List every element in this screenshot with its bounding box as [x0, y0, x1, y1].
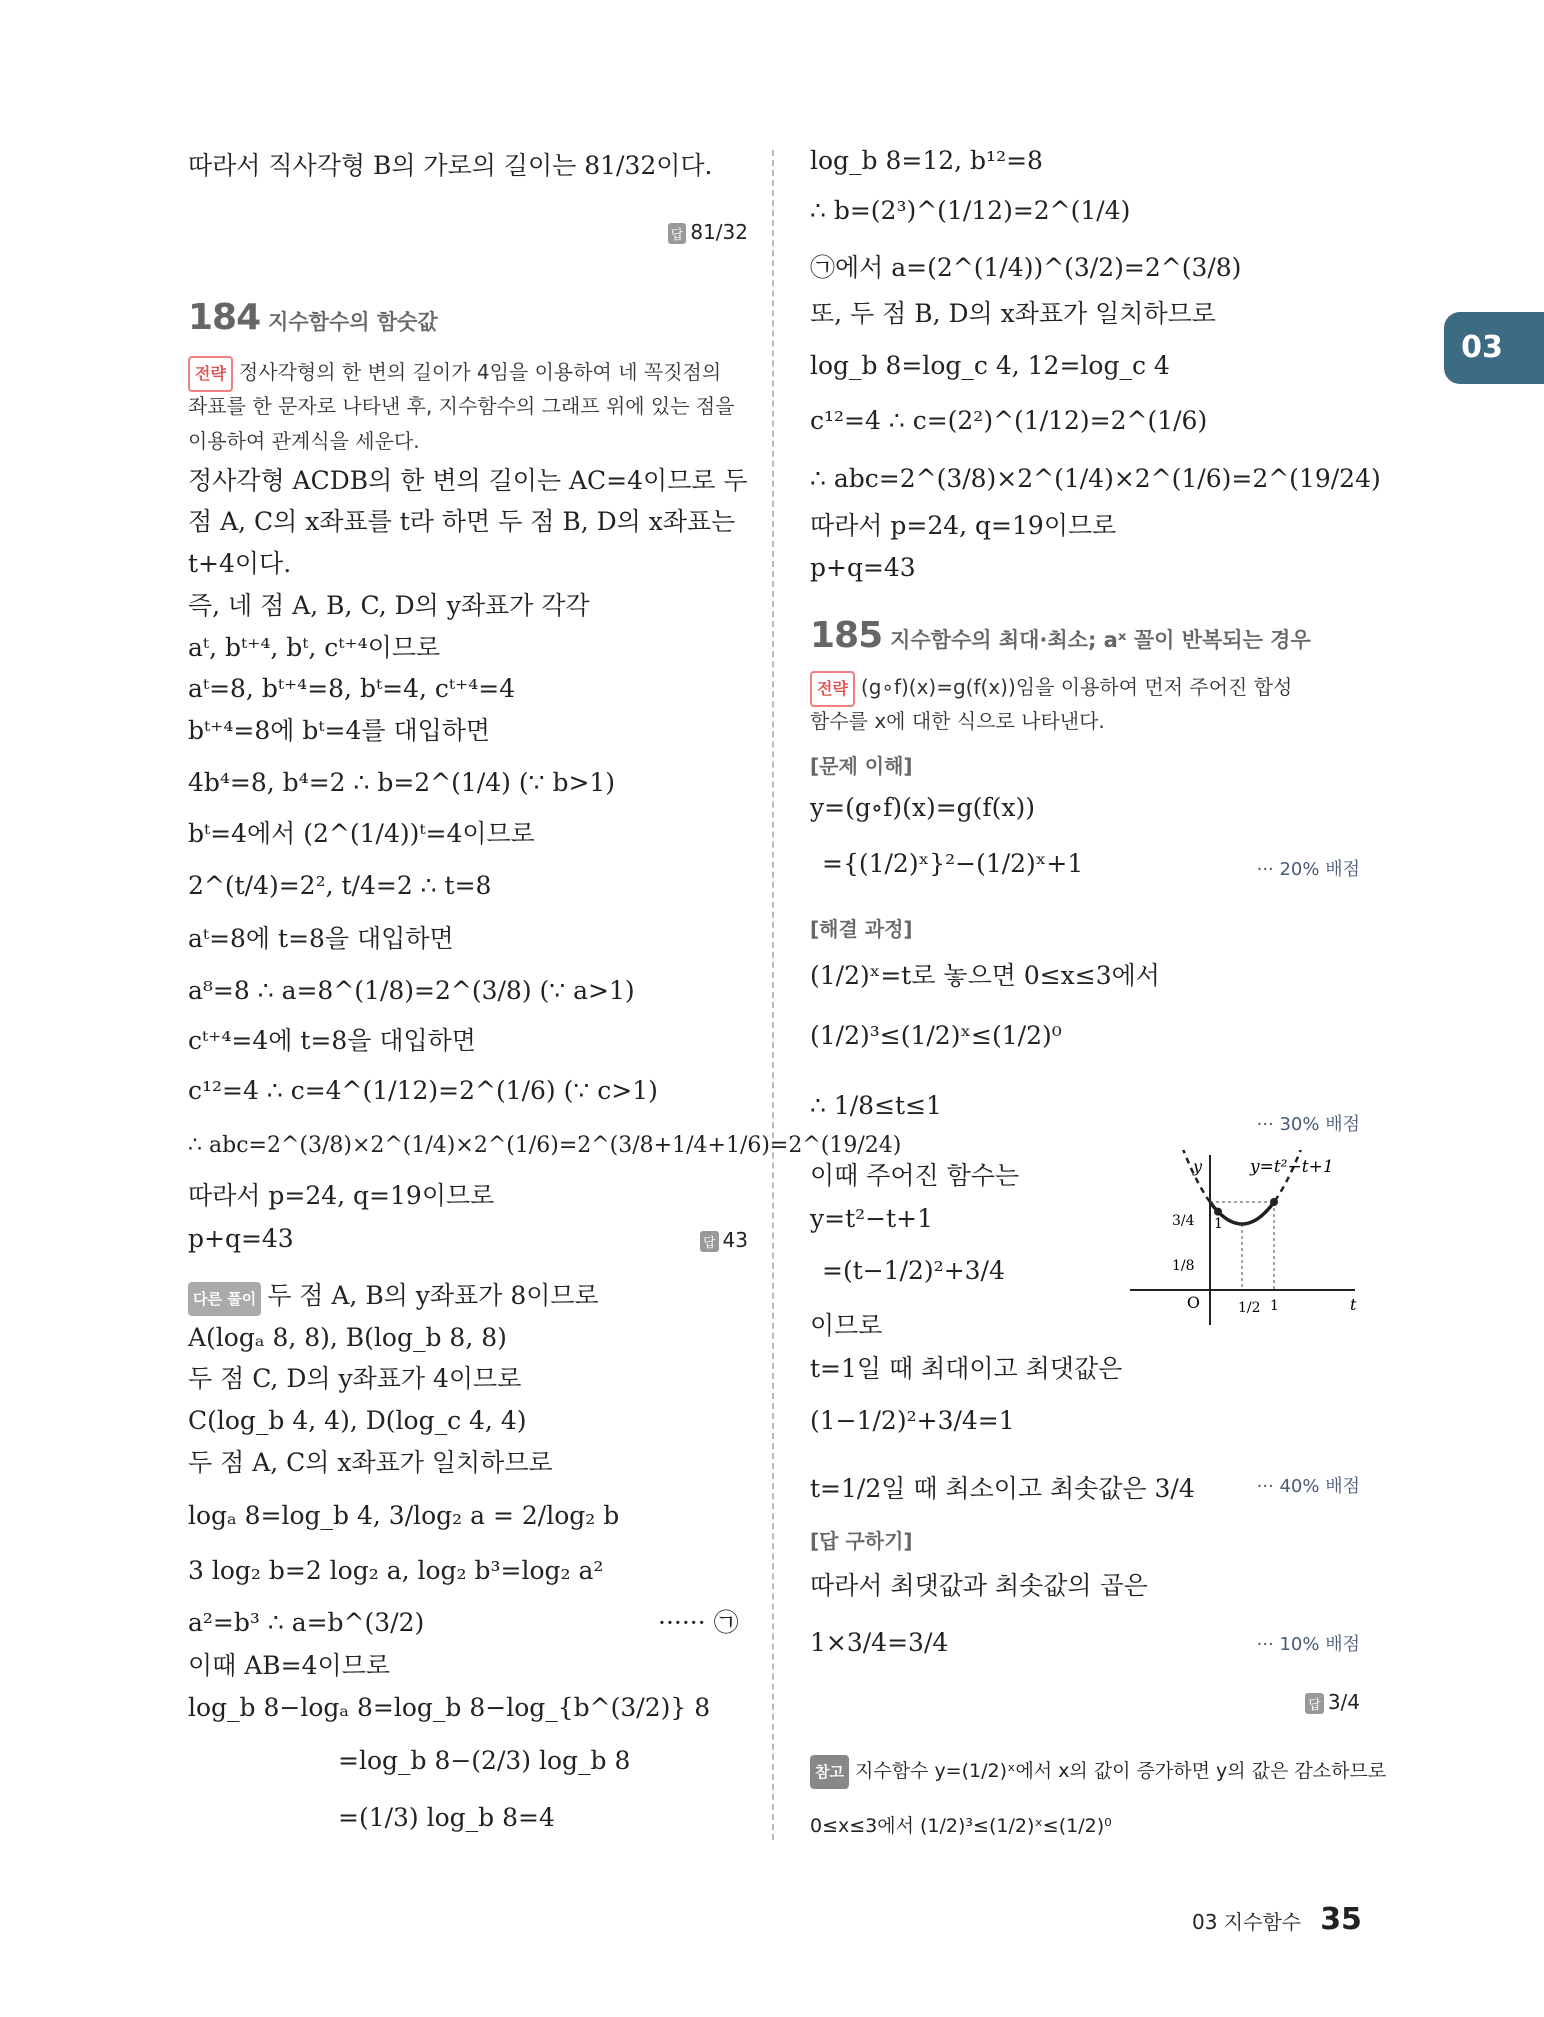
answer-184: 답 43 — [700, 1228, 748, 1252]
solution-line: c¹²=4 ∴ c=(2²)^(1/12)=2^(1/6) — [810, 406, 1208, 435]
solution-line: t=1/2일 때 최소이고 최솟값은 3/4 — [810, 1474, 1195, 1503]
solution-line: 4b⁴=8, b⁴=2 ∴ b=2^(1/4) (∵ b>1) — [188, 768, 616, 797]
alt-line: C(log_b 4, 4), D(log_c 4, 4) — [188, 1406, 527, 1435]
score-label: ··· 20% 배점 — [1256, 859, 1360, 880]
solution-line: p+q=43 — [188, 1224, 294, 1253]
strategy-line: 이용하여 관계식을 세운다. — [188, 429, 420, 453]
alt-line: =(1/3) log_b 8=4 — [338, 1803, 555, 1832]
curve-point — [1270, 1198, 1278, 1206]
alt-line: 3 log₂ b=2 log₂ a, log₂ b³=log₂ a² — [188, 1556, 604, 1585]
function-label: y=t²−t+1 — [1250, 1157, 1334, 1177]
solution-line: =(t−1/2)²+3/4 — [822, 1256, 1005, 1285]
solution-line: ∴ 1/8≤t≤1 — [810, 1091, 942, 1120]
solution-line: cᵗ⁺⁴=4에 t=8을 대입하면 — [188, 1026, 476, 1055]
solution-line: t=1일 때 최대이고 최댓값은 — [810, 1354, 1123, 1383]
tick-label: 1 — [1214, 1216, 1223, 1232]
alt-line: logₐ 8=log_b 4, 3/log₂ a = 2/log₂ b — [188, 1501, 620, 1530]
page-number: 35 — [1320, 1902, 1362, 1937]
score-label: ··· 10% 배점 — [1256, 1634, 1360, 1655]
note-line: 참고 지수함수 y=(1/2)ˣ에서 x의 값이 증가하면 y의 값은 감소하므로 — [810, 1755, 1386, 1789]
equation-mark: ······ ㉠ — [658, 1608, 739, 1637]
solution-line: 1×3/4=3/4 — [810, 1628, 949, 1657]
alt-line: log_b 8−logₐ 8=log_b 8−log_{b^(3/2)} 8 — [188, 1693, 711, 1722]
score-label: ··· 30% 배점 — [1256, 1114, 1360, 1135]
alt-line: a²=b³ ∴ a=b^(3/2) — [188, 1608, 425, 1637]
strategy-line: 전략 정사각형의 한 변의 길이가 4임을 이용하여 네 꼭짓점의 — [188, 355, 721, 392]
score-label: ··· 40% 배점 — [1256, 1476, 1360, 1497]
alt-line: 두 점 A, C의 x좌표가 일치하므로 — [188, 1448, 553, 1477]
tick-label: 1 — [1270, 1298, 1279, 1314]
solution-line: 이때 주어진 함수는 — [810, 1161, 1020, 1190]
parabola-graph — [1130, 1150, 1360, 1330]
answer-184-prev: 답 81/32 — [668, 220, 748, 244]
solution-line: 따라서 최댓값과 최솟값의 곱은 — [810, 1571, 1148, 1600]
answer-icon: 답 — [700, 1231, 719, 1252]
alt-line: 두 점 C, D의 y좌표가 4이므로 — [188, 1364, 522, 1393]
solution-line: bᵗ⁺⁴=8에 bᵗ=4를 대입하면 — [188, 716, 491, 745]
step-answer: [답 구하기] — [810, 1529, 913, 1553]
solution-line: (1/2)³≤(1/2)ˣ≤(1/2)⁰ — [810, 1021, 1062, 1050]
step-process: [해결 과정] — [810, 917, 913, 941]
answer-icon: 답 — [668, 223, 687, 244]
problem-title: 지수함수의 함숫값 — [268, 310, 438, 334]
solution-line: log_b 8=12, b¹²=8 — [810, 146, 1043, 175]
origin-label: O — [1186, 1293, 1200, 1312]
chapter-tab[interactable]: 03 — [1444, 312, 1544, 384]
solution-line: (1/2)ˣ=t로 놓으면 0≤x≤3에서 — [810, 961, 1160, 990]
solution-line: a⁸=8 ∴ a=8^(1/8)=2^(3/8) (∵ a>1) — [188, 976, 635, 1005]
alt-line: A(logₐ 8, 8), B(log_b 8, 8) — [188, 1323, 507, 1352]
problem-184-header — [188, 297, 438, 338]
problem-title: 지수함수의 최대·최소; aˣ 꼴이 반복되는 경우 — [890, 628, 1311, 652]
solution-line: ={(1/2)ˣ}²−(1/2)ˣ+1 — [822, 849, 1084, 878]
solution-line: aᵗ, bᵗ⁺⁴, bᵗ, cᵗ⁺⁴이므로 — [188, 633, 441, 662]
column-divider — [772, 150, 774, 1840]
solution-line: 또, 두 점 B, D의 x좌표가 일치하므로 — [810, 299, 1216, 328]
problem-number: 185 — [810, 615, 883, 656]
solution-line: t+4이다. — [188, 549, 292, 578]
solution-line: log_b 8=log_c 4, 12=log_c 4 — [810, 351, 1170, 380]
note-line: 0≤x≤3에서 (1/2)³≤(1/2)ˣ≤(1/2)⁰ — [810, 1815, 1112, 1837]
alt-solution-badge: 다른 풀이 — [188, 1282, 261, 1316]
footer-chapter: 03 지수함수 — [1192, 1910, 1302, 1934]
alt-line: =log_b 8−(2/3) log_b 8 — [338, 1746, 631, 1775]
strategy-line: 전략 (g∘f)(x)=g(f(x))임을 이용하여 먼저 주어진 합성 — [810, 670, 1292, 707]
strategy-line: 함수를 x에 대한 식으로 나타낸다. — [810, 709, 1105, 733]
curve-point — [1214, 1208, 1222, 1216]
solution-line: 2^(t/4)=2², t/4=2 ∴ t=8 — [188, 871, 492, 900]
tick-label: 1/8 — [1172, 1258, 1195, 1274]
solution-line: y=t²−t+1 — [810, 1204, 933, 1233]
solution-line: ∴ b=(2³)^(1/12)=2^(1/4) — [810, 196, 1131, 225]
alt-line: 이때 AB=4이므로 — [188, 1651, 390, 1680]
alt-solution-header: 다른 풀이 두 점 A, B의 y좌표가 8이므로 — [188, 1280, 599, 1316]
solution-line: 이므로 — [810, 1311, 883, 1340]
solution-line: 즉, 네 점 A, B, C, D의 y좌표가 각각 — [188, 591, 590, 620]
solution-line: c¹²=4 ∴ c=4^(1/12)=2^(1/6) (∵ c>1) — [188, 1076, 658, 1105]
page-footer — [1192, 1902, 1362, 1937]
y-axis-label: y — [1192, 1157, 1202, 1176]
tick-label: 3/4 — [1172, 1213, 1195, 1229]
text-line: 따라서 직사각형 B의 가로의 길이는 81/32이다. — [188, 151, 713, 180]
solution-line: ∴ abc=2^(3/8)×2^(1/4)×2^(1/6)=2^(19/24) — [810, 464, 1381, 493]
answer-icon: 답 — [1305, 1693, 1324, 1714]
solution-line: 따라서 p=24, q=19이므로 — [810, 511, 1117, 540]
solution-line: bᵗ=4에서 (2^(1/4))ᵗ=4이므로 — [188, 819, 535, 848]
problem-number: 184 — [188, 297, 261, 338]
solution-line: y=(g∘f)(x)=g(f(x)) — [810, 793, 1036, 822]
step-understanding: [문제 이해] — [810, 754, 913, 778]
solution-line: 점 A, C의 x좌표를 t라 하면 두 점 B, D의 x좌표는 — [188, 507, 736, 536]
strategy-badge: 전략 — [810, 671, 855, 707]
tick-label: 1/2 — [1238, 1300, 1261, 1316]
solution-line: aᵗ=8에 t=8을 대입하면 — [188, 924, 454, 953]
t-axis-label: t — [1350, 1295, 1357, 1314]
answer-185: 답 3/4 — [1305, 1690, 1360, 1714]
strategy-line: 좌표를 한 문자로 나타낸 후, 지수함수의 그래프 위에 있는 점을 — [188, 394, 735, 418]
solution-line: ㉠에서 a=(2^(1/4))^(3/2)=2^(3/8) — [810, 253, 1242, 282]
solution-line: 정사각형 ACDB의 한 변의 길이는 AC=4이므로 두 — [188, 466, 748, 495]
solution-line: 따라서 p=24, q=19이므로 — [188, 1181, 495, 1210]
solution-line: ∴ abc=2^(3/8)×2^(1/4)×2^(1/6)=2^(3/8+1/4+1/6)=2^(19/24) — [188, 1133, 902, 1158]
problem-185-header — [810, 615, 1311, 656]
solution-line: (1−1/2)²+3/4=1 — [810, 1406, 1015, 1435]
note-badge: 참고 — [810, 1755, 849, 1789]
solution-line: p+q=43 — [810, 553, 916, 582]
strategy-badge: 전략 — [188, 356, 233, 392]
solution-line: aᵗ=8, bᵗ⁺⁴=8, bᵗ=4, cᵗ⁺⁴=4 — [188, 674, 516, 703]
